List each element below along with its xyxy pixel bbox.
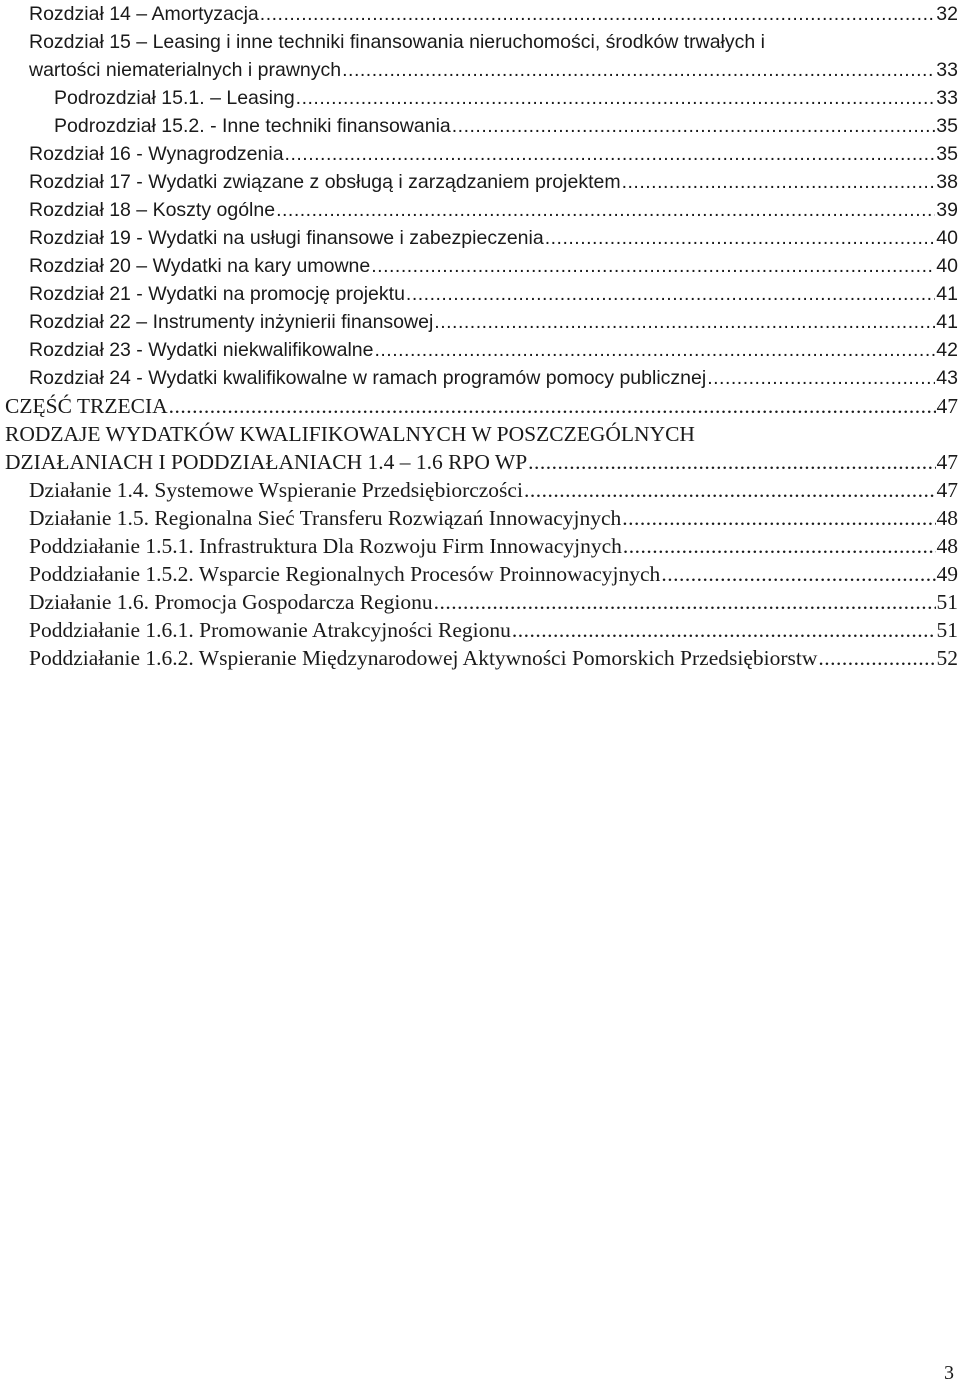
toc-entry-page: 51 [936,590,958,614]
toc-entry-page: 41 [936,311,958,333]
toc-leader-dots [707,364,935,392]
toc-entry-title-line1: Rozdział 15 – Leasing i inne techniki finansowania nieruchomości, środków trwałych i [29,31,765,53]
toc-entry[interactable] [29,364,958,392]
toc-leader-dots [622,504,935,532]
toc-entry-title: Poddziałanie 1.6.2. Wspieranie Międzynarodowej Aktywności Pomorskich Przedsiębiorstw [29,646,818,670]
toc-entry-page: 40 [936,227,958,249]
toc-entry[interactable] [29,112,958,140]
toc-entry-title: Poddziałanie 1.6.1. Promowanie Atrakcyjności Regionu [29,618,511,642]
toc-entry-page: 40 [936,255,958,277]
toc-entry[interactable] [5,392,958,420]
page-number: 3 [944,1362,954,1384]
toc-entry[interactable] [29,644,958,672]
toc-entry-page: 42 [936,339,958,361]
toc-entry-title: Podrozdział 15.1. – Leasing [54,87,295,109]
toc-entry-title: Rozdział 23 - Wydatki niekwalifikowalne [29,339,374,361]
toc-entry-page: 33 [936,87,958,109]
toc-entry-page: 47 [936,450,958,474]
toc-entry[interactable] [29,476,958,504]
toc-leader-dots [512,616,936,644]
toc-leader-dots [296,84,936,112]
toc-entry-page: 35 [936,115,958,137]
toc-entry-title: Działanie 1.5. Regionalna Sieć Transferu Rozwiązań Innowacyjnych [29,506,622,530]
toc-entry-title-line1: RODZAJE WYDATKÓW KWALIFIKOWALNYCH W POSZCZEGÓLNYCH [5,422,695,446]
toc-entry[interactable] [29,588,958,616]
table-of-contents [5,0,958,672]
toc-entry-page: 49 [936,562,958,586]
toc-leader-dots [342,56,935,84]
toc-entry-title: Rozdział 14 – Amortyzacja [29,3,259,25]
toc-entry-page: 48 [936,534,958,558]
toc-entry-title: Rozdział 22 – Instrumenty inżynierii finansowej [29,311,434,333]
toc-entry[interactable] [29,336,958,364]
toc-leader-dots [528,448,935,476]
toc-entry-title: Działanie 1.4. Systemowe Wspieranie Przedsiębiorczości [29,478,523,502]
toc-entry-page: 48 [936,506,958,530]
toc-entry-title-line2: DZIAŁANIACH I PODDZIAŁANIACH 1.4 – 1.6 RPO WP [5,450,528,474]
toc-leader-dots [661,560,935,588]
toc-entry-page: 39 [936,199,958,221]
toc-entry-page: 35 [936,143,958,165]
toc-leader-dots [169,392,936,420]
toc-leader-dots [434,588,936,616]
toc-entry-title-line2: wartości niematerialnych i prawnych [29,59,342,81]
toc-leader-dots [622,168,936,196]
toc-entry-page: 51 [936,618,958,642]
toc-entry-page: 33 [936,59,958,81]
toc-entry-title: Rozdział 21 - Wydatki na promocję projektu [29,283,405,305]
toc-entry-page: 47 [936,478,958,502]
toc-entry-title: Rozdział 18 – Koszty ogólne [29,199,276,221]
toc-entry[interactable] [29,140,958,168]
toc-entry[interactable] [29,252,958,280]
toc-entry[interactable] [29,196,958,224]
toc-leader-dots [285,140,936,168]
toc-entry[interactable] [29,224,958,252]
toc-leader-dots [545,224,936,252]
toc-leader-dots [524,476,936,504]
toc-leader-dots [818,644,935,672]
toc-entry[interactable] [29,616,958,644]
toc-leader-dots [452,112,936,140]
toc-entry-title: Rozdział 19 - Wydatki na usługi finansowe i zabezpieczenia [29,227,544,249]
toc-leader-dots [371,252,935,280]
toc-leader-dots [434,308,935,336]
toc-entry[interactable] [5,420,958,476]
toc-entry[interactable] [29,0,958,28]
toc-leader-dots [406,280,935,308]
toc-entry[interactable] [29,168,958,196]
toc-entry-page: 32 [936,3,958,25]
toc-entry[interactable] [29,280,958,308]
toc-entry-title: Poddziałanie 1.5.2. Wsparcie Regionalnych Procesów Proinnowacyjnych [29,562,661,586]
toc-entry-title: Podrozdział 15.2. - Inne techniki finansowania [54,115,451,137]
toc-entry[interactable] [29,84,958,112]
toc-entry-title: Poddziałanie 1.5.1. Infrastruktura Dla Rozwoju Firm Innowacyjnych [29,534,622,558]
toc-entry-title: CZĘŚĆ TRZECIA [5,394,168,418]
toc-entry-page: 38 [936,171,958,193]
toc-entry-title: Działanie 1.6. Promocja Gospodarcza Regionu [29,590,433,614]
toc-entry-page: 52 [936,646,958,670]
toc-entry-page: 47 [936,394,958,418]
toc-entry-title: Rozdział 24 - Wydatki kwalifikowalne w ramach programów pomocy publicznej [29,367,707,389]
toc-entry[interactable] [29,532,958,560]
toc-entry[interactable] [29,504,958,532]
toc-leader-dots [374,336,935,364]
toc-entry-title: Rozdział 20 – Wydatki na kary umowne [29,255,371,277]
toc-leader-dots [623,532,936,560]
toc-entry-page: 41 [936,283,958,305]
toc-entry-title: Rozdział 16 - Wynagrodzenia [29,143,284,165]
toc-entry-title: Rozdział 17 - Wydatki związane z obsługą i zarządzaniem projektem [29,171,621,193]
toc-leader-dots [276,196,935,224]
toc-leader-dots [260,0,936,28]
toc-entry[interactable] [29,28,958,84]
toc-entry[interactable] [29,560,958,588]
toc-entry-page: 43 [936,367,958,389]
toc-entry[interactable] [29,308,958,336]
